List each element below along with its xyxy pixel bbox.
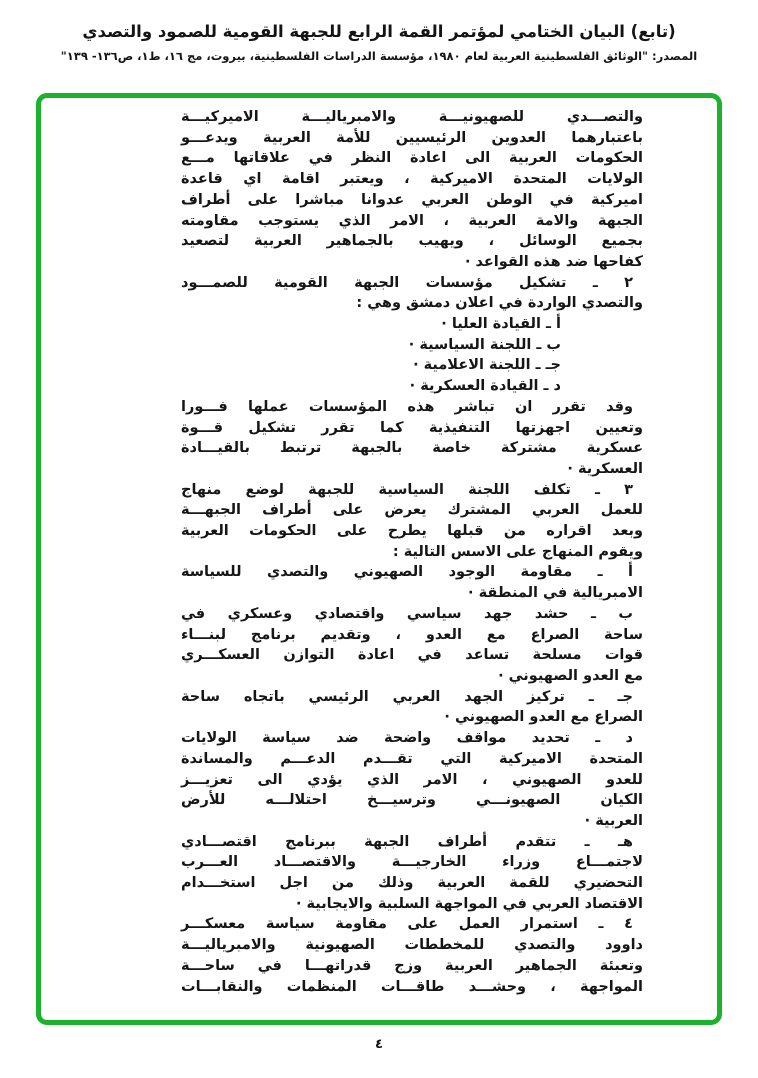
text-line: الولايات المتحدة الاميركية ، ويعتبر اقامة اي قاعدة xyxy=(181,171,643,188)
text-line: بجميع الوسائل ، ويهيب بالجماهير العربية لتصعيد xyxy=(181,233,643,250)
text-line: الحكومات العربية الى اعادة النظر في علاقاتها مـــع xyxy=(181,150,643,167)
text-line: أ ـ مقاومة الوجود الصهيوني والتصدي للسياسة xyxy=(181,564,633,581)
text-line: ٤ ـ استمرار العمل على مقاومة سياسة معسكـــر xyxy=(181,916,633,933)
text-line: هـ ـ تتقدم أطراف الجبهة ببرنامج اقتصـــادي xyxy=(181,833,633,850)
text-line: الكيان الصهيونـــي وترسيـــخ احتلالـــه للأرض xyxy=(181,792,643,809)
document-body-text xyxy=(181,107,643,997)
page-number: ٤ xyxy=(375,1037,383,1052)
text-line: كفاحها ضد هذه القواعد · xyxy=(464,253,643,270)
document-title: (تابع) البيان الختامي لمؤتمر القمة الرابع للجبهة القومية للصمود والتصدي xyxy=(82,22,676,41)
text-line: ويقوم المنهاج على الاسس التالية : xyxy=(392,543,643,560)
text-line: وتعبئة الجماهير العربية وزج قدراتهـــا في ساحـــة xyxy=(181,957,643,974)
text-line: د ـ تحديد مواقف واضحة ضد سياسة الولايات xyxy=(181,730,633,747)
text-line: وبعد اقراره من قبلها يطرح على الحكومات العربية xyxy=(181,523,643,540)
text-line: للعمل العربي المشترك يعرض على أطراف الجبهـــة xyxy=(181,502,643,519)
text-line: أ ـ القيادة العليا · xyxy=(441,316,561,333)
text-line: المتحدة الاميركية التي تقـــدم الدعـــم والمساندة xyxy=(181,750,643,767)
text-line: الامبريالية في المنطقة · xyxy=(468,585,643,602)
page-header xyxy=(0,22,758,63)
text-line: الصراع مع العدو الصهيوني · xyxy=(444,709,643,726)
text-line: عسكرية مشتركة خاصة بالجبهة ترتبط بالقيـــادة xyxy=(181,440,643,457)
text-line: وتعيين اجهزتها التنفيذية كما تقرر تشكيل قـــوة xyxy=(181,419,643,436)
text-line: مع العدو الصهيوني · xyxy=(498,667,643,684)
text-line: اميركية في الوطن العربي عدوانا مباشرا على أطراف xyxy=(181,191,643,208)
text-line: العربية · xyxy=(584,812,643,829)
text-line: ٣ ـ تكلف اللجنة السياسية للجبهة لوضع منهاج xyxy=(181,481,633,498)
text-line: الاقتصاد العربي في المواجهة السلبية والايجابية · xyxy=(295,895,643,912)
text-line: الجبهة والامة العربية ، الامر الذي يستوجب مقاومته xyxy=(181,212,643,229)
text-line: قوات مسلحة تساعد في اعادة التوازن العسكـــري xyxy=(181,647,643,664)
text-line: ٢ ـ تشكيل مؤسسات الجبهة القومية للصمـــود xyxy=(181,274,633,291)
text-line: التحضيري للقمة العربية وذلك من اجل استخـــدام xyxy=(181,875,643,892)
document-frame xyxy=(36,93,722,1025)
document-source-line: المصدر: "الوثائق الفلسطينية العربية لعام ١٩٨٠، مؤسسة الدراسات الفلسطينية، بيروت، مج ١٦، ط١، ص١٣٦- ١٣٩" xyxy=(60,48,698,63)
text-line: باعتبارهما العدوين الرئيسيين للأمة العربية ويدعـــو xyxy=(181,129,643,146)
text-line: داوود والتصدي للمخططات الصهيونية والامبرياليـــة xyxy=(181,937,643,954)
text-line: المواجهة ، وحشـــد طاقـــات المنظمات والنقابـــات xyxy=(181,978,643,995)
text-line: د ـ القيادة العسكرية · xyxy=(409,378,561,395)
text-line: ب ـ حشد جهد سياسي واقتصادي وعسكري في xyxy=(181,605,633,622)
text-line: والتصدي الواردة في اعلان دمشق وهي : xyxy=(356,295,643,312)
text-line: ب ـ اللجنة السياسية · xyxy=(408,336,561,353)
text-line: جـ ـ اللجنة الاعلامية · xyxy=(413,357,561,374)
text-line: وقد تقرر ان تباشر هذه المؤسسات عملها فـــورا xyxy=(181,398,633,415)
text-line: ساحة الصراع مع العدو ، وتقديم برنامج لبنـــاء xyxy=(181,626,643,643)
text-line: العسكرية · xyxy=(567,460,643,477)
text-line: جـ ـ تركيز الجهد العربي الرئيسي باتجاه ساحة xyxy=(181,688,633,705)
text-line: والتصـــدي للصهيونيـــة والامبرياليـــة الاميركيـــة xyxy=(181,109,643,125)
text-line: للعدو الصهيوني ، الامر الذي يؤدي الى تعزيـــز xyxy=(181,771,643,788)
text-line: لاجتمـــاع وزراء الخارجيـــة والاقتصـــاد العـــرب xyxy=(181,854,643,871)
